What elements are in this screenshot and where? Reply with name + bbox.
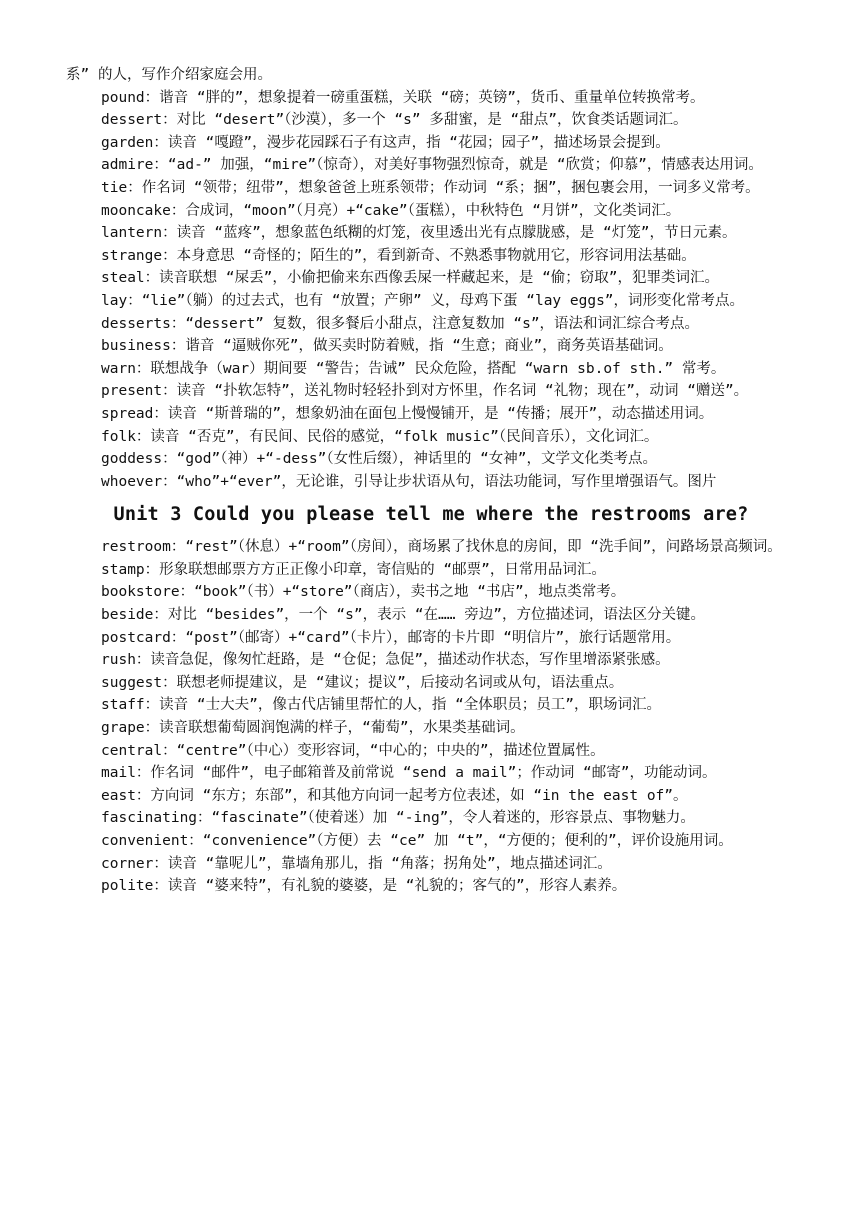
vocab-entry: garden：读音 “嘎蹬”，漫步花园踩石子有这声，指 “花园；园子”，描述场景会提到。 — [101, 134, 670, 151]
vocab-entry: central：“centre”（中心）变形容词，“中心的；中央的”，描述位置属性。 — [101, 742, 605, 759]
vocab-entry: business：谐音 “逼贼你死”，做买卖时防着贼，指 “生意；商业”，商务英语基础词。 — [101, 338, 673, 355]
vocab-entry: fascinating：“fascinate”（使着迷）加 “-ing”，令人着迷的，形容景点、事物魅力。 — [101, 810, 695, 827]
vocab-entry: steal：读音联想 “屎丢”，小偷把偷来东西像丢屎一样藏起来，是 “偷；窃取”，犯罪类词汇。 — [101, 270, 720, 287]
vocab-entry: desserts：“dessert” 复数，很多餐后小甜点，注意复数加 “s”，语法和词汇综合考点。 — [101, 315, 700, 332]
vocab-entry: beside：对比 “besides”，一个 “s”，表示 “在…… 旁边”，方位描述词，语法区分关键。 — [101, 607, 705, 624]
vocab-entry: folk：读音 “否克”，有民间、民俗的感觉，“folk music”（民间音乐），文化词汇。 — [101, 428, 659, 445]
vocab-entry: corner：读音 “靠呢儿”，靠墙角那儿，指 “角落；拐角处”，地点描述词汇。 — [101, 855, 612, 872]
vocab-entry: goddess：“god”（神）+“-dess”（女性后缀），神话里的 “女神”，文学文化类考点。 — [101, 451, 658, 468]
vocab-list-unit3 — [66, 536, 796, 898]
vocab-entry: warn：联想战争（war）期间要 “警告；告诫” 民众危险，搭配 “warn sb.of sth.” 常考。 — [101, 360, 726, 377]
vocab-entry: lay：“lie”（躺）的过去式，也有 “放置；产卵” 义，母鸡下蛋 “lay eggs”，词形变化常考点。 — [101, 292, 745, 309]
vocab-entry: tie：作名词 “领带；纽带”，想象爸爸上班系领带；作动词 “系；捆”，捆包裹会用，一词多义常考。 — [101, 179, 760, 196]
vocab-entry: postcard：“post”（邮寄）+“card”（卡片），邮寄的卡片即 “明信片”，旅行话题常用。 — [101, 629, 681, 646]
vocab-entry: mail：作名词 “邮件”，电子邮箱普及前常说 “send a mail”；作动词 “邮寄”，功能动词。 — [101, 765, 717, 782]
vocab-entry: staff：读音 “士大夫”，像古代店铺里帮忙的人，指 “全体职员；员工”，职场词汇。 — [101, 697, 662, 714]
vocab-entry: whoever：“who”+“ever”，无论谁，引导让步状语从句，语法功能词，写作里增强语气。图片 — [101, 473, 717, 490]
vocab-entry: polite：读音 “婆来特”，有礼貌的婆婆，是 “礼貌的；客气的”，形容人素养。 — [101, 878, 627, 895]
vocab-entry: suggest：联想老师提建议，是 “建议；提议”，后接动名词或从句，语法重点。 — [101, 674, 624, 691]
vocab-entry: spread：读音 “斯普瑞的”，想象奶油在面包上慢慢铺开，是 “传播；展开”，动态描述用词。 — [101, 405, 714, 422]
vocab-entry: dessert：对比 “desert”（沙漠），多一个 “s” 多甜蜜，是 “甜点”，饮食类话题词汇。 — [101, 112, 688, 129]
vocab-entry: mooncake：合成词，“moon”（月亮）+“cake”（蛋糕），中秋特色 “月饼”，文化类词汇。 — [101, 202, 681, 219]
vocab-entry: 系” 的人，写作介绍家庭会用。 — [66, 67, 272, 83]
vocab-entry: restroom：“rest”（休息）+“room”（房间），商场累了找休息的房间，即 “洗手间”，问路场景高频词。 — [101, 539, 782, 556]
vocab-entry: rush：读音急促，像匆忙赶路，是 “仓促；急促”，描述动作状态，写作里增添紧张感。 — [101, 652, 670, 669]
vocab-entry: grape：读音联想葡萄圆润饱满的样子，“葡萄”，水果类基础词。 — [101, 720, 525, 737]
vocab-entry: present：读音 “扑软怎特”，送礼物时轻轻扑到对方怀里，作名词 “礼物；现在”，动词 “赠送”。 — [101, 383, 749, 400]
vocab-entry: admire：“ad-” 加强，“mire”（惊奇），对美好事物强烈惊奇，就是 “欣赏；仰慕”，情感表达用词。 — [101, 157, 763, 174]
vocab-entry: stamp：形象联想邮票方方正正像小印章，寄信贴的 “邮票”，日常用品词汇。 — [101, 561, 606, 578]
unit-heading: Unit 3 Could you please tell me where the restrooms are? — [113, 504, 749, 526]
vocab-entry: convenient：“convenience”（方便）去 “ce” 加 “t”，“方便的；便利的”，评价设施用词。 — [101, 833, 733, 849]
vocab-entry: pound：谐音 “胖的”，想象提着一磅重蛋糕，关联 “磅；英镑”，货币、重量单位转换常考。 — [101, 89, 705, 106]
vocab-list-continued — [66, 64, 796, 493]
vocab-entry: east：方向词 “东方；东部”，和其他方向词一起考方位表述，如 “in the east of”。 — [101, 787, 688, 804]
vocab-entry: lantern：读音 “蓝疼”，想象蓝色纸糊的灯笼，夜里透出光有点朦胧感，是 “灯笼”，节日元素。 — [101, 225, 737, 242]
vocab-entry: bookstore：“book”（书）+“store”（商店），卖书之地 “书店”，地点类常考。 — [101, 584, 626, 601]
vocab-entry: strange：本身意思 “奇怪的；陌生的”，看到新奇、不熟悉事物就用它，形容词用法基础。 — [101, 247, 696, 264]
